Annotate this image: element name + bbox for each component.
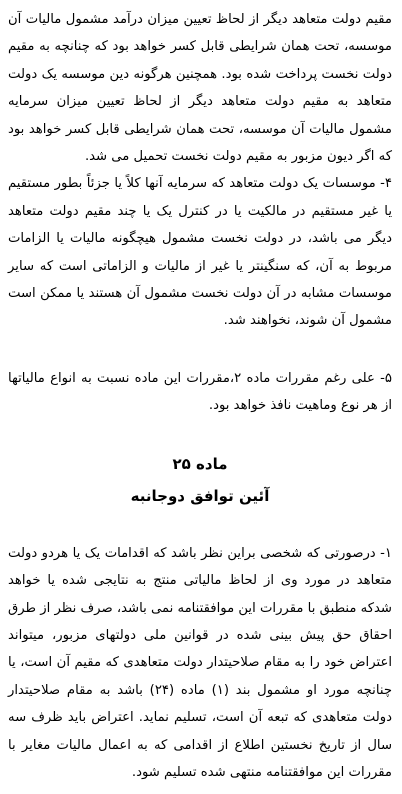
article-subtitle: آئین توافق دوجانبه: [130, 486, 270, 505]
paragraph-clause-1: ۱- درصورتی که شخصی براین نظر باشد که اقدامات یک یا هردو دولت متعاهد در مورد وی از لحاظ مالیاتی منتج به نتایجی شده یا خواهد شدکه منطبق با مقررات این موافقتنامه نمی باشد، صرف نظر از طرق احقاق حق پیش بینی شده در قوانین ملی دولتهای مزبور، میتواند اعتراض خود را به مقام صلاحیتدار دولت متعاهدی که مقیم آن است، یا چنانچه مورد او مشمول بند (۱) ماده (۲۴) باشد به مقام صلاحیتدار دولت متعاهدی که تبعه آن است، تسلیم نماید. اعتراض باید ظرف سه سال از تاریخ نخستین اطلاع از اقدامی که به اعمال مالیات مغایر با مقررات این موافقتنامه منتهی شده تسلیم شود.: [8, 545, 392, 780]
paragraph-clause-4: ۴- موسسات یک دولت متعاهد که سرمایه آنها کلاً یا جزئاً بطور مستقیم یا غیر مستقیم در مالکیت یا در کنترل یک یا چند مقیم دولت متعاهد دیگر می باشد، در دولت نخست مشمول هیچگونه مالیات یا الزامات مربوط به آن، که سنگینتر یا غیر از مالیات و الزاماتی است که سایر موسسات مشابه در آن دولت نخست مشمول آن هستند یا ممکن است مشمول آن شوند، نخواهند شد.: [8, 176, 392, 329]
paragraph-clause-5: ۵- علی رغم مقررات ماده ۲،مقررات این ماده نسبت به انواع مالیاتها از هر نوع وماهیت نافذ خواهد بود.: [8, 370, 392, 414]
spacer: [8, 510, 392, 540]
article-title: ماده ۲۵: [172, 454, 228, 473]
paragraph-continuation: مقیم دولت متعاهد دیگر از لحاظ تعیین میزان درآمد مشمول مالیات آن موسسه، تحت همان شرایطی قابل کسر خواهد بود که چنانچه به مقیم دولت نخست پرداخت شده بود. همچنین هرگونه دین موسسه یک دولت متعاهد به مقیم دولت متعاهد دیگر از لحاظ تعیین میزان سرمایه مشمول مالیات آن موسسه، تحت همان شرایطی قابل کسر خواهد بود که اگر دیون مزبور به مقیم دولت نخست تحمیل می شد.: [8, 12, 392, 165]
spacer: [8, 335, 392, 365]
